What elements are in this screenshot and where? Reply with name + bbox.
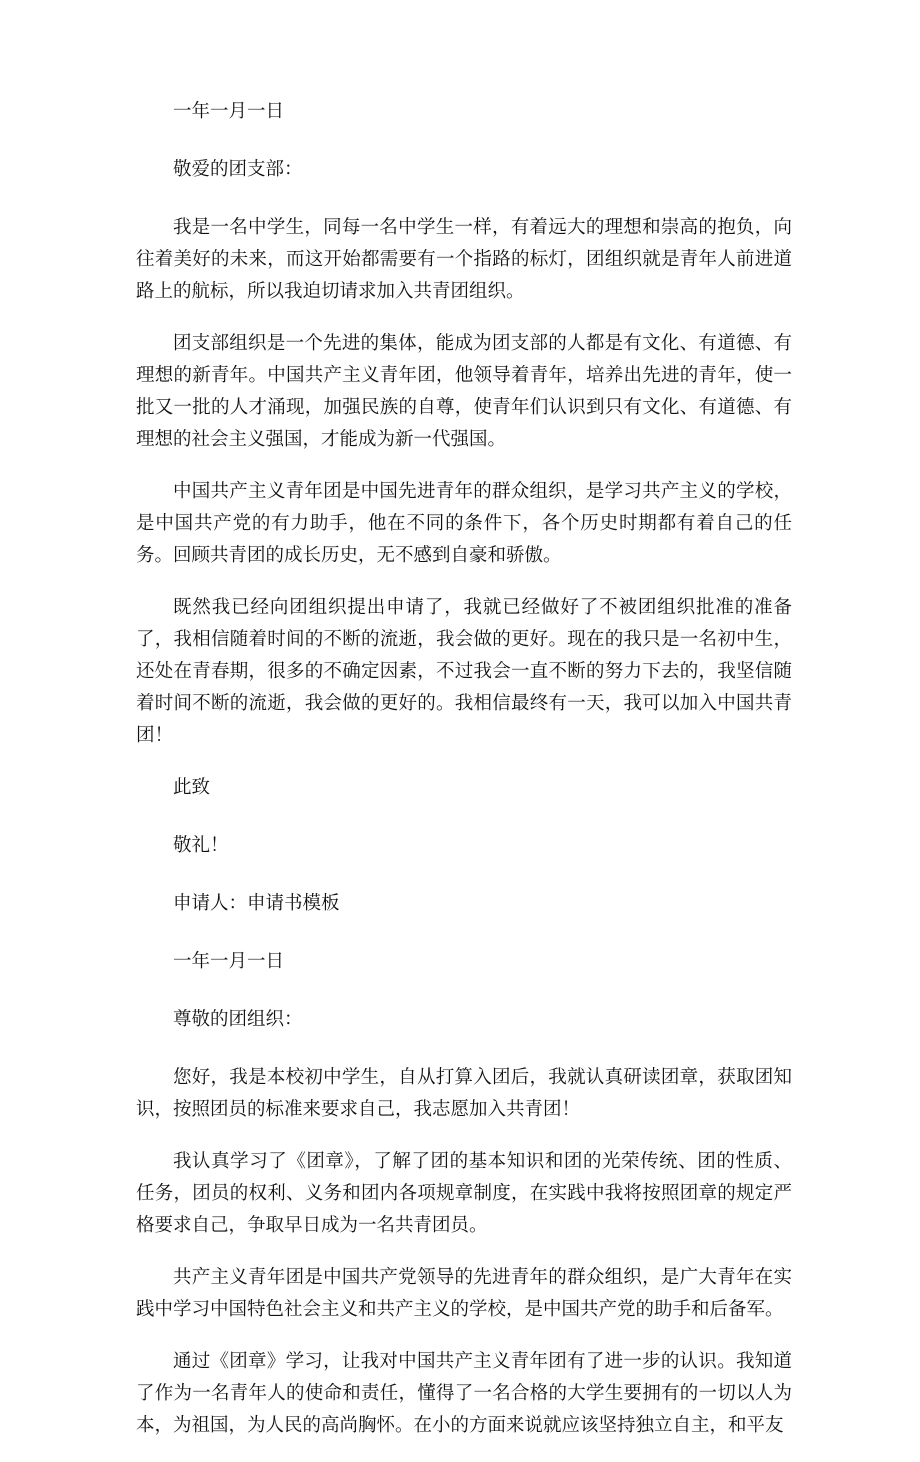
letter2-paragraph: 通过《团章》学习，让我对中国共产主义青年团有了进一步的认识。我知道了作为一名青年人的使命和责任，懂得了一名合格的大学生要拥有的一切以人为本，为祖国，为人民的高尚胸怀。在小的方面来说就应该坚持独立自主，和平友 [136, 1351, 792, 1436]
letter2-paragraph: 我认真学习了《团章》，了解了团的基本知识和团的光荣传统、团的性质、任务，团员的权利、义务和团内各项规章制度，在实践中我将按照团章的规定严格要求自己，争取早日成为一名共青团员。 [136, 1151, 792, 1236]
letter1-paragraph: 团支部组织是一个先进的集体，能成为团支部的人都是有文化、有道德、有理想的新青年。中国共产主义青年团，他领导着青年，培养出先进的青年，使一批又一批的人才涌现，加强民族的自尊，使青年们认识到只有文化、有道德、有理想的社会主义强国，才能成为新一代强国。 [136, 333, 792, 450]
letter1-paragraph: 我是一名中学生，同每一名中学生一样，有着远大的理想和崇高的抱负，向往着美好的未来，而这开始都需要有一个指路的标灯，团组织就是青年人前进道路上的航标，所以我迫切请求加入共青团组织。 [136, 217, 792, 302]
letter2-date: 一年一月一日 [173, 951, 285, 972]
document-page [136, 96, 792, 1462]
letter1-signature: 申请人：申请书模板 [173, 893, 340, 914]
letter2-paragraph: 您好，我是本校初中学生，自从打算入团后，我就认真研读团章，获取团知识，按照团员的标准来要求自己，我志愿加入共青团！ [136, 1067, 792, 1120]
letter1-salutation: 敬爱的团支部： [173, 159, 303, 180]
letter1-paragraph: 既然我已经向团组织提出申请了，我就已经做好了不被团组织批准的准备了，我相信随着时间的不断的流逝，我会做的更好。现在的我只是一名初中生，还处在青春期，很多的不确定因素，不过我会一直不断的努力下去的，我坚信随着时间不断的流逝，我会做的更好的。我相信最终有一天，我可以加入中国共青团！ [136, 597, 792, 746]
letter1-paragraph: 中国共产主义青年团是中国先进青年的群众组织，是学习共产主义的学校，是中国共产党的有力助手，他在不同的条件下，各个历史时期都有着自己的任务。回顾共青团的成长历史，无不感到自豪和骄傲。 [136, 481, 792, 566]
letter2-salutation: 尊敬的团组织： [173, 1009, 303, 1030]
letter1-closing-salute: 敬礼！ [173, 835, 229, 856]
letter2-paragraph: 共产主义青年团是中国共产党领导的先进青年的群众组织，是广大青年在实践中学习中国特色社会主义和共产主义的学校，是中国共产党的助手和后备军。 [136, 1267, 792, 1320]
letter1-date: 一年一月一日 [173, 101, 285, 122]
letter1-closing-respect: 此致 [173, 777, 211, 798]
